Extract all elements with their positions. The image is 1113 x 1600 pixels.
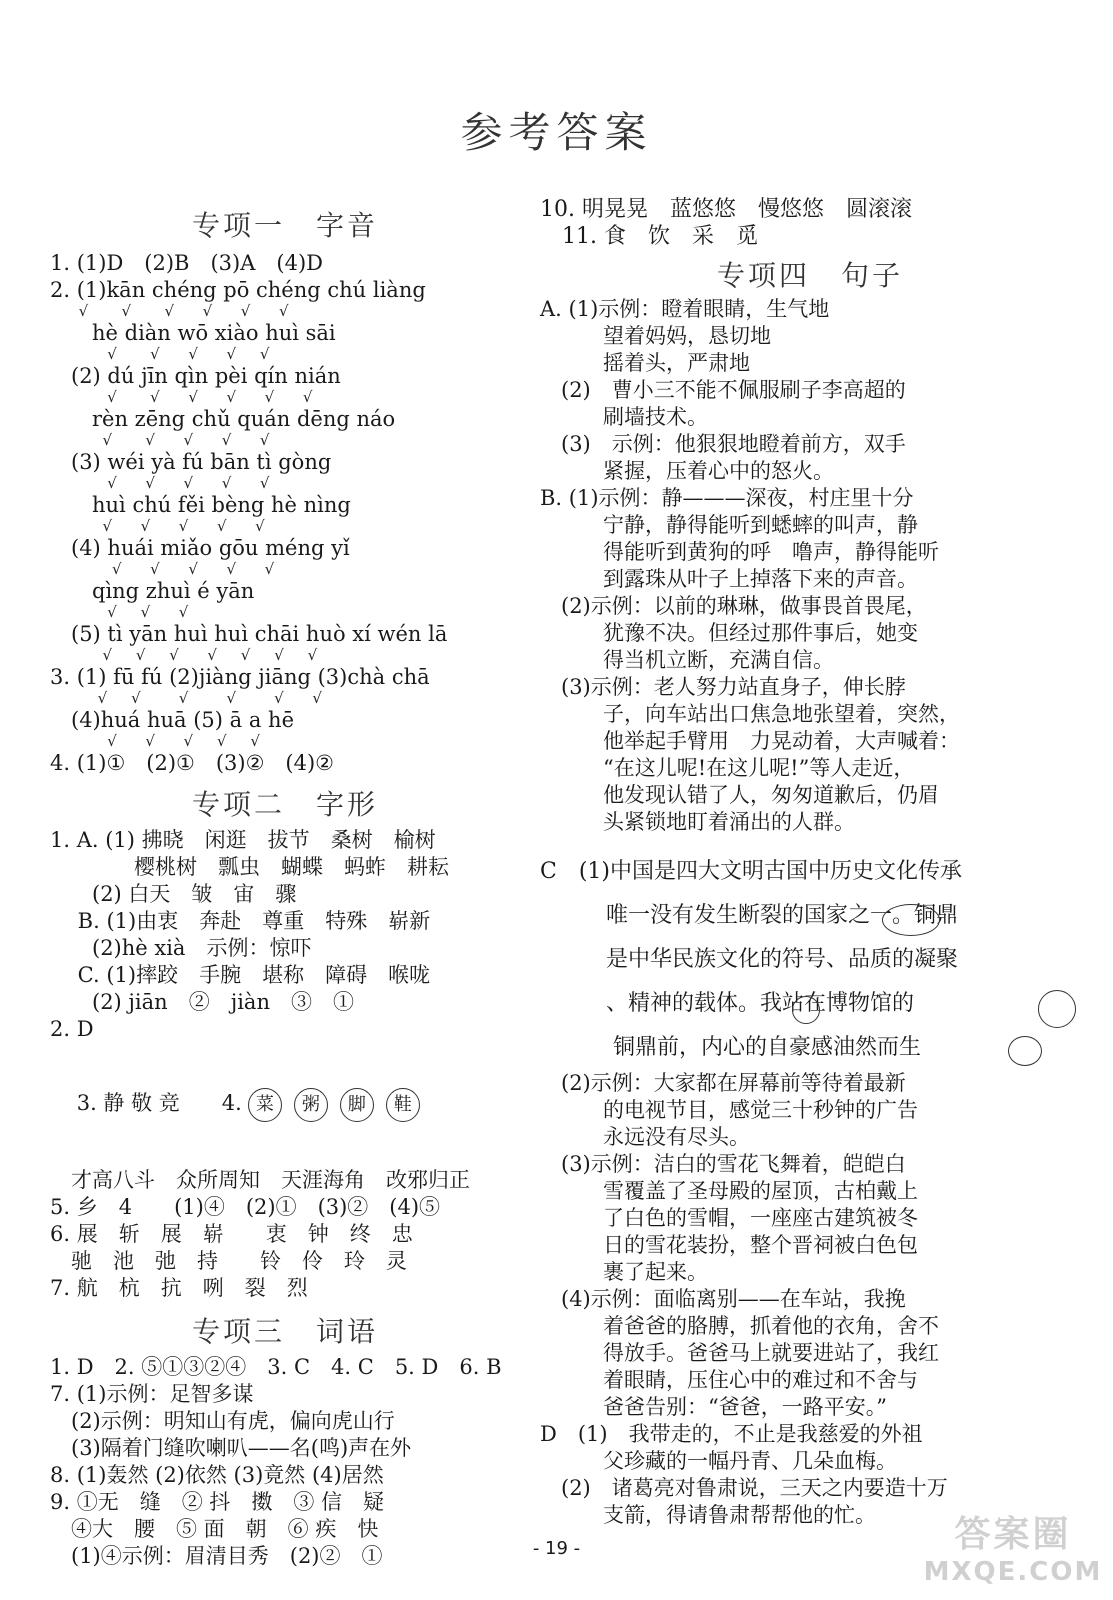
watermark-logo-text: 答案圈 xyxy=(954,1514,1072,1555)
answer-line: 望着妈妈，恳切地 xyxy=(540,324,771,348)
answer-line: C (1)中国是四大文明古国中历史文化传承 xyxy=(540,859,962,884)
answer-line: 铜鼎前，内心的自豪感油然而生 xyxy=(540,1035,921,1060)
answer-line: 到露珠从叶子上掉落下来的声音。 xyxy=(540,567,918,591)
answer-line: rèn zēng chǔ quán dēng náo xyxy=(50,407,396,431)
answer-line: 摇着头，严肃地 xyxy=(540,351,750,375)
answer-line: 3. (1) fū fú (2)jiàng jiāng (3)chà chā xyxy=(50,665,430,689)
section-title-2: 专项二 字形 xyxy=(191,788,378,821)
answer-line: 8. (1)轰然 (2)依然 (3)竟然 (4)居然 xyxy=(50,1463,384,1487)
answer-line: (2)示例：以前的琳琳，做事畏首畏尾， xyxy=(540,594,927,618)
site-watermark xyxy=(923,1506,1103,1596)
answer-line: 得能听到黄狗的呼 噜声，静得能听 xyxy=(540,540,939,564)
answer-line: 7. 航 杭 抗 咧 裂 烈 xyxy=(50,1276,308,1300)
answer-line: 7. (1)示例：足智多谋 xyxy=(50,1382,254,1406)
answer-line: 4. (1)① (2)① (3)② (4)② xyxy=(50,751,335,775)
answer-line: (2) 曹小三不能不佩服刷子李高超的 xyxy=(540,378,906,402)
answer-line: 是中华民族文化的符号、品质的凝聚 xyxy=(540,947,959,972)
answer-line: 11. 食 饮 采 觅 xyxy=(540,224,758,249)
handwritten-circle-mark xyxy=(792,996,820,1024)
answer-line: 日的雪花装扮，整个晋祠被白色包 xyxy=(540,1233,918,1257)
answer-text: 3. 静 敬 竞 4. xyxy=(76,1091,242,1115)
answer-line: (4)示例：面临离别——在车站，我挽 xyxy=(540,1287,906,1311)
handwritten-circle-mark xyxy=(882,904,940,936)
check-marks-row: √ √ √ √ √ xyxy=(50,345,270,363)
page-title: 参考答案 xyxy=(460,108,653,157)
answer-line: 他发现认错了人，匆匆道歉后，仍眉 xyxy=(540,783,939,807)
answer-line: huì chú fěi bèng hè nìng xyxy=(50,493,351,517)
left-column xyxy=(50,196,520,1570)
handwritten-circle-mark xyxy=(1038,990,1076,1028)
answer-line: (1)④示例：眉清目秀 (2)② ① xyxy=(50,1544,383,1568)
answer-line: 10. 明晃晃 蓝悠悠 慢悠悠 圆滚滚 xyxy=(540,197,912,222)
answer-line: (4)huá huā (5) ā a hē xyxy=(50,708,295,732)
answer-line: 1. A. (1) 拂晓 闲逛 拔节 桑树 榆树 xyxy=(50,828,436,852)
answer-line: (3)示例：洁白的雪花飞舞着，皑皑白 xyxy=(540,1152,906,1176)
answer-line: 父珍藏的一幅丹青、几朵血梅。 xyxy=(540,1449,897,1473)
answer-line: 2. (1)kān chéng pō chéng chú liàng xyxy=(50,278,426,302)
check-marks-row: √ √ √ √ √ √ √ xyxy=(50,646,318,664)
answer-line: 6. 展 斩 展 崭 衷 钟 终 忠 xyxy=(50,1222,413,1246)
circled-char: 鞋 xyxy=(386,1088,420,1122)
answer-line: 才高八斗 众所周知 天涯海角 改邪归正 xyxy=(50,1168,470,1192)
answer-line: 1. (1)D (2)B (3)A (4)D xyxy=(50,251,323,275)
answer-line: (5) tì yān huì huì chāi huò xí wén lā xyxy=(50,622,448,646)
answer-line: (2) dú jīn qìn pèi qín nián xyxy=(50,364,341,388)
answer-line: (3) wéi yà fú bān tì gòng xyxy=(50,450,332,474)
answer-line: 驰 池 弛 持 铃 伶 玲 灵 xyxy=(50,1249,407,1273)
answer-line: 宁静，静得能听到蟋蟀的叫声，静 xyxy=(540,513,918,537)
answer-line: (3)示例：老人努力站直身子，伸长脖 xyxy=(540,675,906,699)
answer-line: (2)hè xià 示例：惊吓 xyxy=(50,936,312,960)
check-marks-row: √ √ √ √ √ xyxy=(50,732,260,750)
answer-line: 了白色的雪帽，一座座古建筑被冬 xyxy=(540,1206,918,1230)
answer-line: 着爸爸的胳膊，抓着他的衣角，舍不 xyxy=(540,1314,939,1338)
answer-line: 永远没有尽头。 xyxy=(540,1125,750,1149)
answer-line: (2) jiān ② jiàn ③ ① xyxy=(50,990,354,1014)
check-marks-row: √ √ √ √ √ √ xyxy=(50,302,289,320)
answer-line: A. (1)示例：瞪着眼睛，生气地 xyxy=(540,297,830,321)
check-marks-row: √ √ √ √ √ √ xyxy=(50,388,313,406)
answer-line: (3)隔着门缝吹喇叭——名(鸣)声在外 xyxy=(50,1436,412,1460)
check-marks-row: √ √ √ √ √ xyxy=(50,517,265,535)
section-title-4: 专项四 句子 xyxy=(716,259,903,292)
check-marks-row: √ √ √ √ √ √ xyxy=(50,689,322,707)
section-title-1: 专项一 字音 xyxy=(191,209,378,242)
check-marks-row: √ √ √ √ √ xyxy=(50,431,270,449)
answer-line: 着眼睛，压住心中的难过和不舍与 xyxy=(540,1368,918,1392)
answer-line: 9. ①无 缝 ② 抖 擞 ③ 信 疑 xyxy=(50,1490,385,1514)
answer-line: (2) 白天 皱 宙 骤 xyxy=(50,882,297,906)
answer-line: (2)示例：明知山有虎，偏向虎山行 xyxy=(50,1409,395,1433)
answer-line: 得当机立断，充满自信。 xyxy=(540,648,834,672)
watermark-url-text: MXQE.COM xyxy=(923,1557,1103,1587)
section-title-3: 专项三 词语 xyxy=(191,1315,378,1348)
answer-line: 唯一没有发生断裂的国家之一。铜鼎 xyxy=(540,903,959,928)
answer-line: (2) 诸葛亮对鲁肃说，三天之内要造十万 xyxy=(540,1476,948,1500)
answer-line: 紧握，压着心中的怒火。 xyxy=(540,459,834,483)
answer-line: (3) 示例：他狠狠地瞪着前方，双手 xyxy=(540,432,906,456)
answer-line: D (1) 我带走的，不止是我慈爱的外祖 xyxy=(540,1422,923,1446)
answer-line: 2. D xyxy=(50,1017,94,1041)
answer-line: 1. D 2. ⑤①③②④ 3. C 4. C 5. D 6. B xyxy=(50,1355,502,1379)
answer-line: 头紧锁地盯着涌出的人群。 xyxy=(540,810,855,834)
answer-line: qìng zhuì é yān xyxy=(50,579,255,603)
answer-line: B. (1)由衷 奔赴 尊重 特殊 崭新 xyxy=(50,909,431,933)
handwritten-answer-block xyxy=(540,850,1080,1070)
answer-line: 雪覆盖了圣母殿的屋顶，古柏戴上 xyxy=(540,1179,918,1203)
answer-line: 爸爸告别：“爸爸，一路平安。” xyxy=(540,1395,887,1419)
answer-line: 樱桃树 瓢虫 蝴蝶 蚂蚱 耕耘 xyxy=(50,855,449,879)
answer-line: 他举起手臂用 力晃动着，大声喊着： xyxy=(540,729,960,753)
answer-line: 的电视节目，感觉三十秒钟的广告 xyxy=(540,1098,918,1122)
answer-line: 5. 乡 4 (1)④ (2)① (3)② (4)⑤ xyxy=(50,1195,441,1219)
answer-line: C. (1)摔跤 手腕 堪称 障碍 喉咙 xyxy=(50,963,431,987)
answer-line: 得放手。爸爸马上就要进站了，我红 xyxy=(540,1341,939,1365)
circled-char: 菜 xyxy=(248,1088,282,1122)
answer-line: B. (1)示例：静———深夜，村庄里十分 xyxy=(540,486,914,510)
answer-line: hè diàn wō xiào huì sāi xyxy=(50,321,336,345)
answer-line: “在这儿呢!在这儿呢!”等人走近， xyxy=(540,756,915,780)
answer-line: 刷墙技术。 xyxy=(540,405,708,429)
circled-char: 脚 xyxy=(340,1088,374,1122)
circled-char: 粥 xyxy=(294,1088,328,1122)
check-marks-row: √ √ √ xyxy=(50,603,189,621)
answer-line: 支箭，得请鲁肃帮帮他的忙。 xyxy=(540,1503,876,1527)
check-marks-row: √ √ √ √ √ xyxy=(50,474,270,492)
handwritten-circle-mark xyxy=(1008,1036,1042,1066)
check-marks-row: √ √ √ √ √ xyxy=(50,560,275,578)
answer-line xyxy=(50,1043,520,1163)
right-column xyxy=(540,196,1080,1529)
answer-line: (4) huái miǎo gōu méng yǐ xyxy=(50,536,350,560)
page-number: - 19 - xyxy=(532,1538,581,1559)
answer-line: 裹了起来。 xyxy=(540,1260,708,1284)
answer-line: 、精神的载体。我站在博物馆的 xyxy=(540,991,915,1016)
answer-line: ④大 腰 ⑤ 面 朝 ⑥ 疾 快 xyxy=(50,1517,379,1541)
answer-line: (2)示例：大家都在屏幕前等待着最新 xyxy=(540,1071,906,1095)
answer-line: 子，向车站出口焦急地张望着，突然， xyxy=(540,702,960,726)
answer-line: 犹豫不决。但经过那件事后，她变 xyxy=(540,621,918,645)
